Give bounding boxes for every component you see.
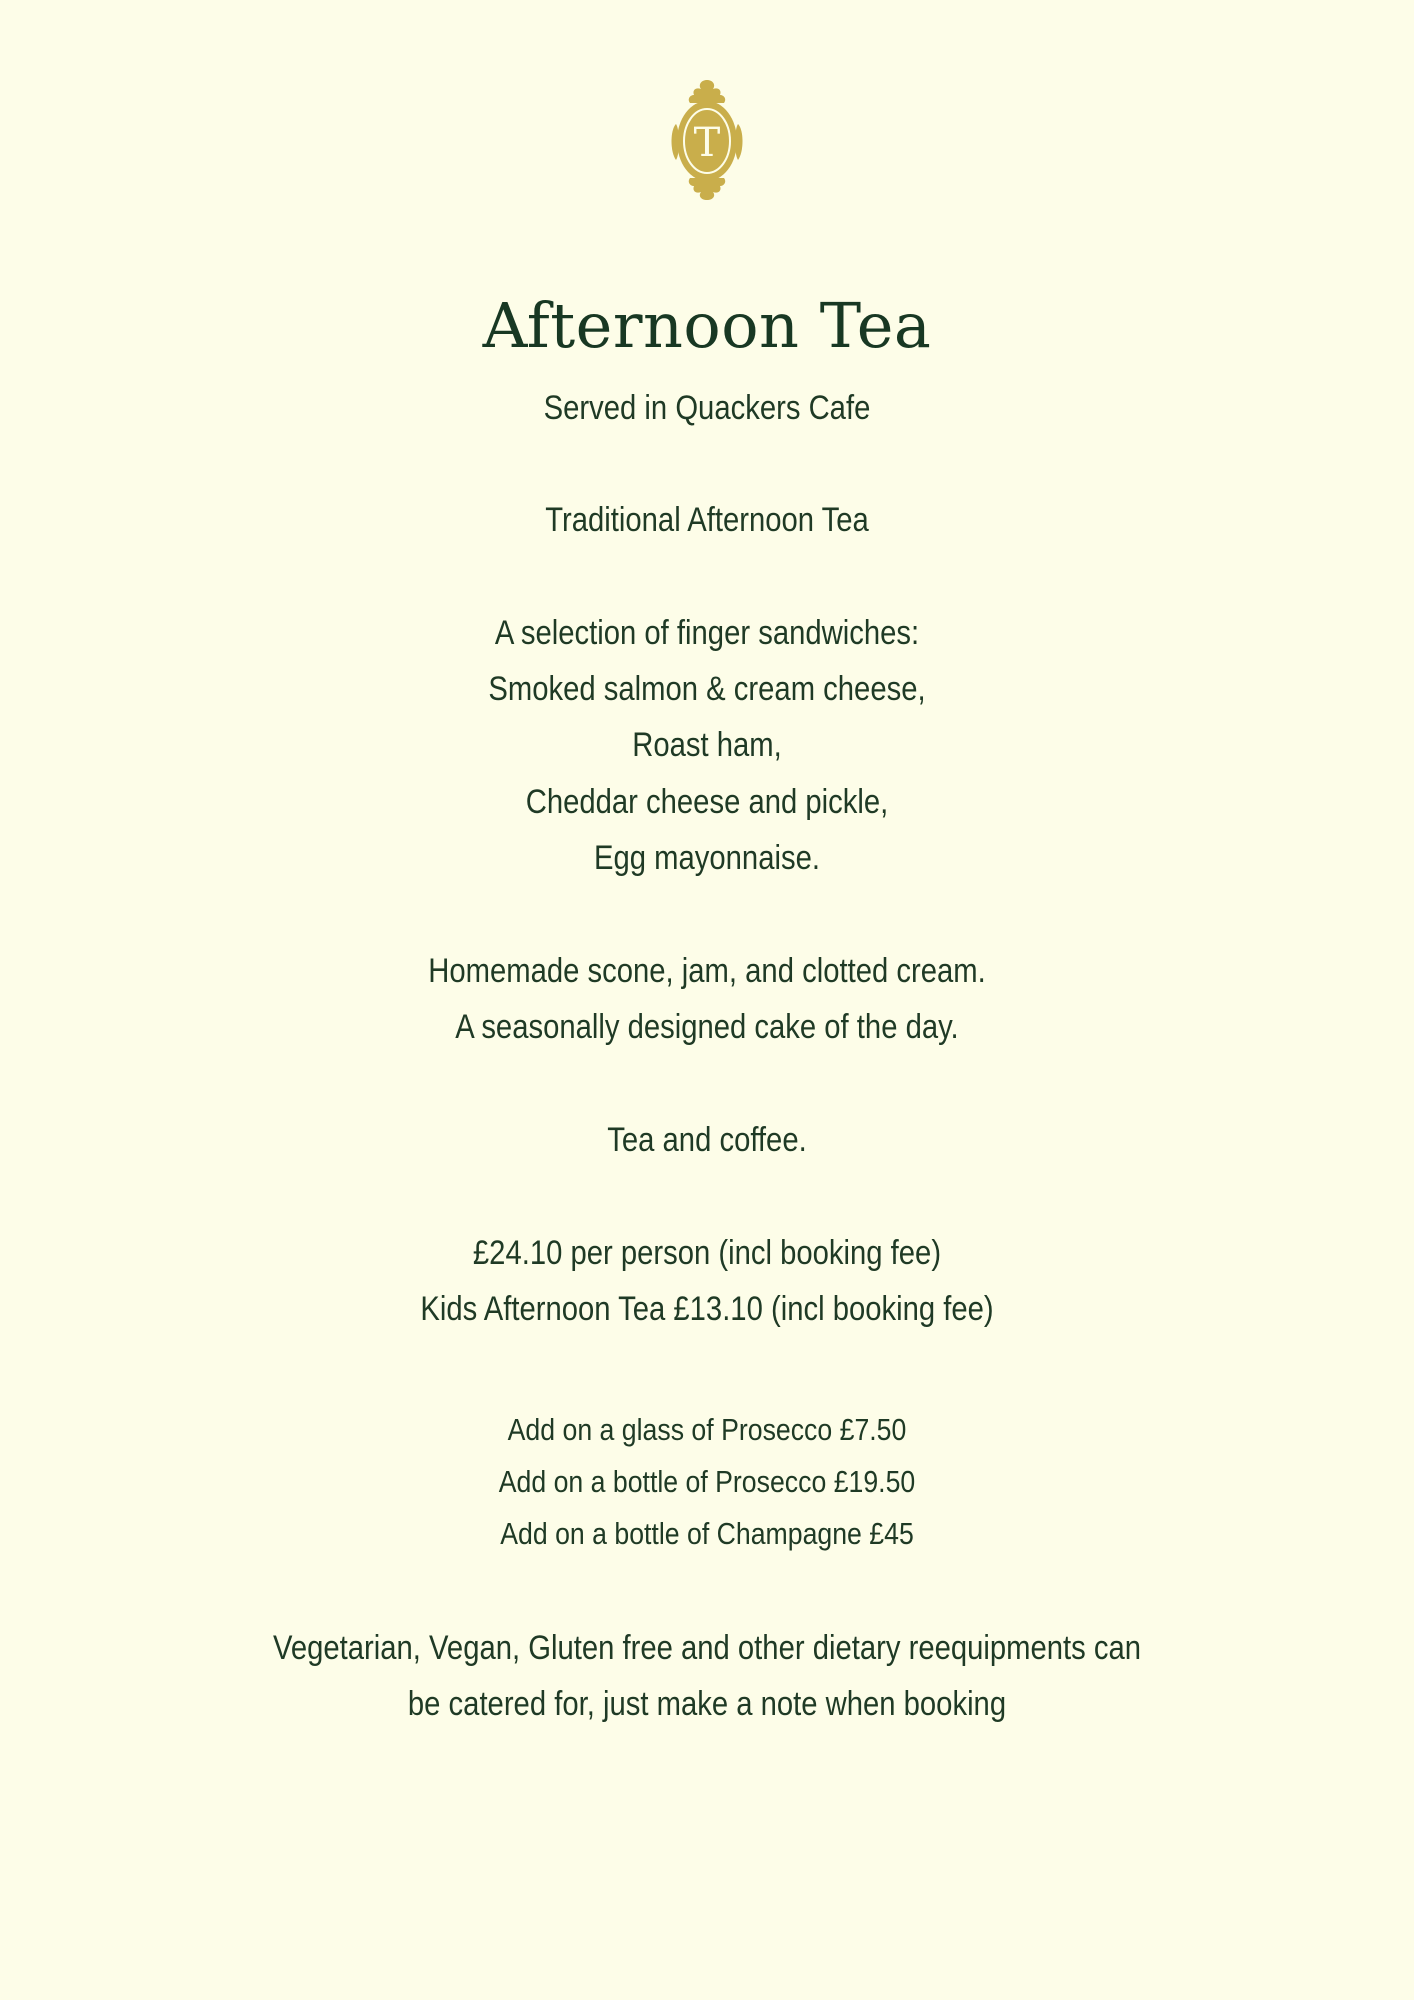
- dietary-note-line: be catered for, just make a note when booking: [407, 1685, 1007, 1723]
- sandwich-item: Smoked salmon & cream cheese,: [488, 670, 926, 708]
- sandwich-item: Egg mayonnaise.: [594, 839, 820, 877]
- price-kids: Kids Afternoon Tea £13.10 (incl booking fee): [420, 1290, 994, 1328]
- crest-logo-icon: [668, 78, 746, 202]
- addon-item: Add on a glass of Prosecco £7.50: [507, 1412, 907, 1447]
- dietary-note-line: Vegetarian, Vegan, Gluten free and other dietary reequipments can: [272, 1629, 1142, 1667]
- extra-item: Homemade scone, jam, and clotted cream.: [428, 952, 986, 990]
- drinks-line: Tea and coffee.: [607, 1121, 807, 1159]
- price-adult: £24.10 per person (incl booking fee): [472, 1234, 942, 1272]
- crest-letter: T: [693, 120, 721, 166]
- page-title: Afternoon Tea: [482, 289, 932, 362]
- extra-item: A seasonally designed cake of the day.: [455, 1008, 959, 1046]
- sandwich-item: Roast ham,: [632, 726, 782, 764]
- addon-item: Add on a bottle of Champagne £45: [500, 1516, 914, 1551]
- page-subtitle: Served in Quackers Cafe: [543, 389, 871, 427]
- sandwich-item: Cheddar cheese and pickle,: [525, 783, 889, 821]
- sandwiches-heading: A selection of finger sandwiches:: [494, 614, 920, 652]
- addon-item: Add on a bottle of Prosecco £19.50: [498, 1464, 916, 1499]
- menu-name: Traditional Afternoon Tea: [545, 501, 869, 539]
